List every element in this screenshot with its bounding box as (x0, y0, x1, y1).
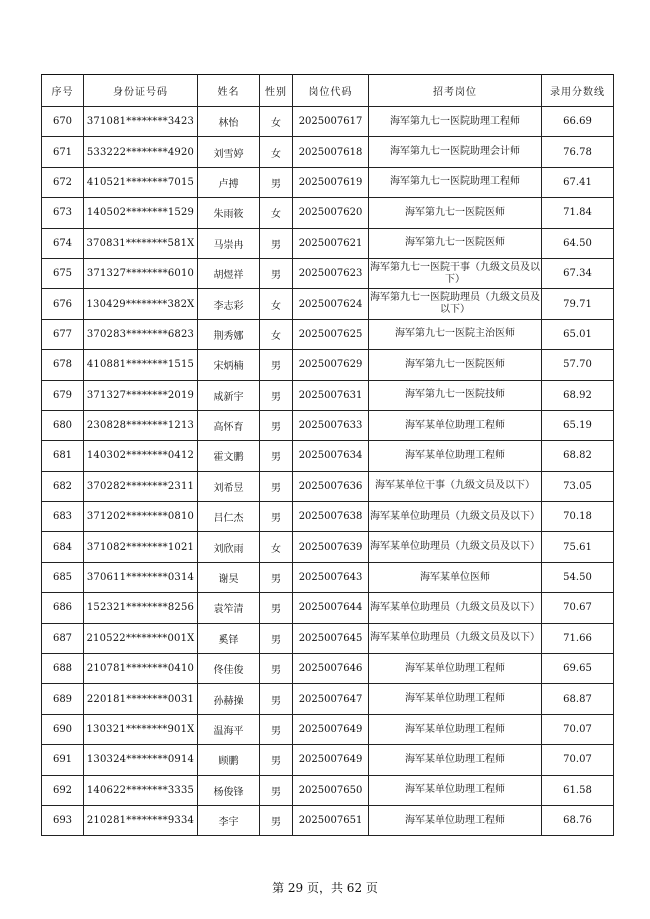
cell-position: 海军某单位助理工程师 (369, 410, 542, 440)
cell-position-code: 2025007647 (293, 684, 369, 714)
cell-score: 69.65 (542, 654, 614, 684)
table-row (42, 350, 614, 380)
cell-gender: 男 (260, 228, 293, 258)
cell-score: 65.01 (542, 319, 614, 349)
cell-no: 683 (42, 502, 84, 532)
cell-gender: 男 (260, 775, 293, 805)
cell-position-code: 2025007644 (293, 593, 369, 623)
cell-position: 海军第九七一医院助理员（九级文员及以下） (369, 289, 542, 319)
cell-position: 海军某单位助理员（九级文员及以下） (369, 593, 542, 623)
cell-no: 670 (42, 107, 84, 137)
cell-position-code: 2025007633 (293, 410, 369, 440)
cell-id-number: 371082********1021 (84, 532, 198, 562)
cell-name: 宋炳楠 (198, 350, 260, 380)
cell-gender: 男 (260, 350, 293, 380)
cell-position-code: 2025007624 (293, 289, 369, 319)
cell-gender: 女 (260, 319, 293, 349)
cell-position-code: 2025007651 (293, 805, 369, 835)
cell-gender: 男 (260, 714, 293, 744)
cell-gender: 男 (260, 562, 293, 592)
header-no: 序号 (42, 75, 84, 107)
cell-no: 691 (42, 745, 84, 775)
cell-position-code: 2025007625 (293, 319, 369, 349)
cell-score: 67.34 (542, 258, 614, 288)
cell-position: 海军第九七一医院助理工程师 (369, 107, 542, 137)
cell-id-number: 130324********0914 (84, 745, 198, 775)
cell-id-number: 371081********3423 (84, 107, 198, 137)
cell-name: 荆秀娜 (198, 319, 260, 349)
cell-position: 海军某单位助理工程师 (369, 805, 542, 835)
cell-name: 高怀育 (198, 410, 260, 440)
cell-id-number: 371202********0810 (84, 502, 198, 532)
cell-name: 卢搏 (198, 167, 260, 197)
cell-id-number: 140502********1529 (84, 198, 198, 228)
cell-position: 海军第九七一医院助理会计师 (369, 137, 542, 167)
cell-name: 孙赫操 (198, 684, 260, 714)
cell-gender: 女 (260, 289, 293, 319)
cell-name: 刘欣雨 (198, 532, 260, 562)
cell-gender: 男 (260, 593, 293, 623)
cell-score: 65.19 (542, 410, 614, 440)
cell-gender: 女 (260, 198, 293, 228)
cell-gender: 男 (260, 745, 293, 775)
cell-id-number: 130321********901X (84, 714, 198, 744)
cell-no: 688 (42, 654, 84, 684)
results-table (41, 74, 614, 836)
cell-position-code: 2025007643 (293, 562, 369, 592)
cell-no: 675 (42, 258, 84, 288)
cell-score: 68.87 (542, 684, 614, 714)
cell-no: 690 (42, 714, 84, 744)
cell-position-code: 2025007621 (293, 228, 369, 258)
cell-no: 673 (42, 198, 84, 228)
cell-no: 687 (42, 623, 84, 653)
cell-position: 海军第九七一医院技师 (369, 380, 542, 410)
cell-name: 谢昊 (198, 562, 260, 592)
cell-position-code: 2025007617 (293, 107, 369, 137)
cell-score: 71.84 (542, 198, 614, 228)
cell-no: 686 (42, 593, 84, 623)
cell-no: 672 (42, 167, 84, 197)
cell-id-number: 210281********9334 (84, 805, 198, 835)
header-name: 姓名 (198, 75, 260, 107)
cell-position: 海军某单位助理员（九级文员及以下） (369, 532, 542, 562)
table-row (42, 137, 614, 167)
cell-name: 杨俊锋 (198, 775, 260, 805)
table-row (42, 623, 614, 653)
cell-gender: 女 (260, 532, 293, 562)
table-row (42, 805, 614, 835)
cell-gender: 男 (260, 502, 293, 532)
cell-score: 79.71 (542, 289, 614, 319)
cell-name: 刘雪婷 (198, 137, 260, 167)
cell-position-code: 2025007634 (293, 441, 369, 471)
cell-gender: 女 (260, 107, 293, 137)
cell-gender: 男 (260, 410, 293, 440)
cell-id-number: 371327********6010 (84, 258, 198, 288)
cell-no: 676 (42, 289, 84, 319)
cell-gender: 男 (260, 441, 293, 471)
table-row (42, 775, 614, 805)
table-row (42, 107, 614, 137)
cell-gender: 男 (260, 805, 293, 835)
cell-name: 奚铎 (198, 623, 260, 653)
cell-no: 680 (42, 410, 84, 440)
cell-position-code: 2025007619 (293, 167, 369, 197)
cell-name: 朱雨筱 (198, 198, 260, 228)
cell-position-code: 2025007645 (293, 623, 369, 653)
cell-id-number: 152321********8256 (84, 593, 198, 623)
cell-position-code: 2025007631 (293, 380, 369, 410)
cell-no: 689 (42, 684, 84, 714)
cell-id-number: 370611********0314 (84, 562, 198, 592)
cell-id-number: 220181********0031 (84, 684, 198, 714)
cell-score: 64.50 (542, 228, 614, 258)
cell-position: 海军第九七一医院干事（九级文员及以下） (369, 258, 542, 288)
cell-no: 693 (42, 805, 84, 835)
cell-score: 71.66 (542, 623, 614, 653)
cell-position: 海军某单位助理工程师 (369, 654, 542, 684)
cell-no: 678 (42, 350, 84, 380)
cell-position-code: 2025007639 (293, 532, 369, 562)
cell-position: 海军某单位助理工程师 (369, 745, 542, 775)
cell-name: 林怡 (198, 107, 260, 137)
cell-position-code: 2025007620 (293, 198, 369, 228)
cell-id-number: 210781********0410 (84, 654, 198, 684)
cell-position-code: 2025007618 (293, 137, 369, 167)
cell-id-number: 140302********0412 (84, 441, 198, 471)
table-row (42, 502, 614, 532)
cell-score: 70.07 (542, 714, 614, 744)
cell-no: 679 (42, 380, 84, 410)
cell-no: 681 (42, 441, 84, 471)
cell-gender: 女 (260, 137, 293, 167)
cell-id-number: 130429********382X (84, 289, 198, 319)
cell-position: 海军第九七一医院医师 (369, 198, 542, 228)
cell-position-code: 2025007623 (293, 258, 369, 288)
cell-position: 海军第九七一医院医师 (369, 228, 542, 258)
cell-score: 70.07 (542, 745, 614, 775)
cell-id-number: 410521********7015 (84, 167, 198, 197)
cell-name: 袁笮清 (198, 593, 260, 623)
cell-score: 67.41 (542, 167, 614, 197)
cell-score: 68.76 (542, 805, 614, 835)
cell-gender: 男 (260, 167, 293, 197)
cell-position: 海军某单位助理工程师 (369, 775, 542, 805)
cell-no: 677 (42, 319, 84, 349)
cell-gender: 男 (260, 258, 293, 288)
table-row (42, 289, 614, 319)
table-row (42, 167, 614, 197)
table-row (42, 745, 614, 775)
cell-no: 682 (42, 471, 84, 501)
cell-name: 顾鹏 (198, 745, 260, 775)
cell-score: 70.18 (542, 502, 614, 532)
table-header-row (42, 75, 614, 107)
cell-position: 海军某单位助理员（九级文员及以下） (369, 502, 542, 532)
cell-position-code: 2025007629 (293, 350, 369, 380)
header-code: 岗位代码 (293, 75, 369, 107)
cell-no: 685 (42, 562, 84, 592)
cell-position-code: 2025007649 (293, 714, 369, 744)
table-row (42, 228, 614, 258)
table-row (42, 380, 614, 410)
cell-no: 671 (42, 137, 84, 167)
cell-score: 68.82 (542, 441, 614, 471)
table-row (42, 471, 614, 501)
table-row (42, 714, 614, 744)
cell-score: 70.67 (542, 593, 614, 623)
cell-name: 吕仁杰 (198, 502, 260, 532)
cell-id-number: 370283********6823 (84, 319, 198, 349)
cell-position: 海军第九七一医院医师 (369, 350, 542, 380)
table-row (42, 684, 614, 714)
cell-position-code: 2025007636 (293, 471, 369, 501)
table-row (42, 654, 614, 684)
cell-score: 66.69 (542, 107, 614, 137)
cell-position: 海军某单位助理工程师 (369, 714, 542, 744)
cell-name: 霍文鹏 (198, 441, 260, 471)
header-position: 招考岗位 (369, 75, 542, 107)
table-row (42, 198, 614, 228)
cell-score: 73.05 (542, 471, 614, 501)
cell-position-code: 2025007649 (293, 745, 369, 775)
cell-score: 68.92 (542, 380, 614, 410)
cell-position: 海军第九七一医院主治医师 (369, 319, 542, 349)
cell-gender: 男 (260, 623, 293, 653)
cell-name: 佟佳俊 (198, 654, 260, 684)
cell-gender: 男 (260, 471, 293, 501)
table-row (42, 258, 614, 288)
cell-score: 75.61 (542, 532, 614, 562)
cell-no: 692 (42, 775, 84, 805)
cell-id-number: 140622********3335 (84, 775, 198, 805)
cell-id-number: 533222********4920 (84, 137, 198, 167)
cell-gender: 男 (260, 684, 293, 714)
cell-score: 57.70 (542, 350, 614, 380)
cell-position-code: 2025007638 (293, 502, 369, 532)
cell-score: 76.78 (542, 137, 614, 167)
cell-id-number: 370282********2311 (84, 471, 198, 501)
cell-score: 54.50 (542, 562, 614, 592)
header-gender: 性别 (260, 75, 293, 107)
cell-position: 海军第九七一医院助理工程师 (369, 167, 542, 197)
cell-score: 61.58 (542, 775, 614, 805)
cell-position: 海军某单位助理员（九级文员及以下） (369, 623, 542, 653)
table-row (42, 593, 614, 623)
cell-position: 海军某单位医师 (369, 562, 542, 592)
cell-name: 刘希昱 (198, 471, 260, 501)
cell-id-number: 210522********001X (84, 623, 198, 653)
cell-name: 马崇冉 (198, 228, 260, 258)
header-id: 身份证号码 (84, 75, 198, 107)
table-row (42, 441, 614, 471)
cell-name: 李志彩 (198, 289, 260, 319)
table-row (42, 410, 614, 440)
cell-gender: 男 (260, 654, 293, 684)
cell-no: 674 (42, 228, 84, 258)
cell-name: 温海平 (198, 714, 260, 744)
cell-id-number: 230828********1213 (84, 410, 198, 440)
cell-no: 684 (42, 532, 84, 562)
cell-name: 胡煜祥 (198, 258, 260, 288)
cell-id-number: 370831********581X (84, 228, 198, 258)
cell-position: 海军某单位助理工程师 (369, 441, 542, 471)
cell-position-code: 2025007646 (293, 654, 369, 684)
cell-gender: 男 (260, 380, 293, 410)
page-footer: 第 29 页，共 62 页 (272, 881, 378, 895)
header-score: 录用分数线 (542, 75, 614, 107)
cell-name: 李宇 (198, 805, 260, 835)
table-row (42, 319, 614, 349)
cell-name: 咸新宇 (198, 380, 260, 410)
cell-position: 海军某单位干事（九级文员及以下） (369, 471, 542, 501)
cell-id-number: 371327********2019 (84, 380, 198, 410)
table-row (42, 532, 614, 562)
cell-position: 海军某单位助理工程师 (369, 684, 542, 714)
table-body (42, 107, 614, 836)
cell-position-code: 2025007650 (293, 775, 369, 805)
cell-id-number: 410881********1515 (84, 350, 198, 380)
table-row (42, 562, 614, 592)
